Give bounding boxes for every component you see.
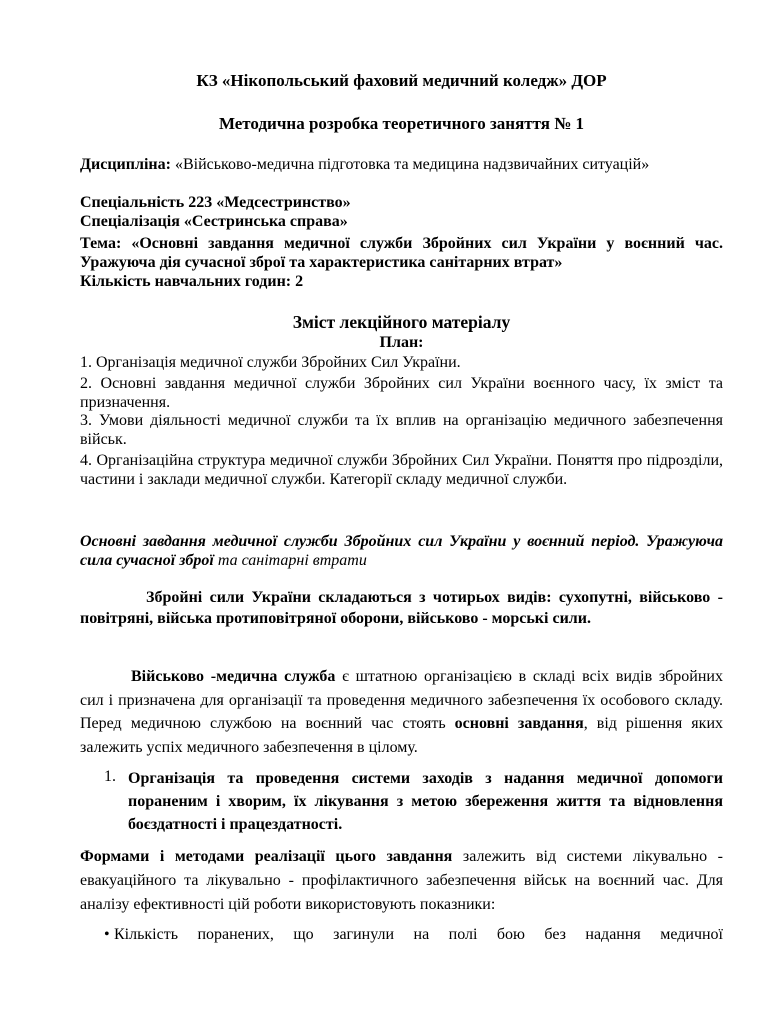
medical-service-text-end: , від рішення яких залежить успіх медичного забезпечення в цілому. xyxy=(80,715,724,756)
armed-forces-paragraph: Збройні сили України складаються з чотирьох видів: сухопутні, військово - повітряні, війська протиповітряної оборони, військово - морські сили. xyxy=(80,589,723,627)
medical-service-term: Військово -медична служба xyxy=(131,668,336,685)
discipline-label: Дисципліна: xyxy=(80,156,171,173)
specialty-line: Спеціальність 223 «Медсестринство» xyxy=(80,194,351,211)
plan-item: 2. Основні завдання медичної служби Збройних сил України воєнного часу, їх зміст та призначення. xyxy=(80,375,723,411)
subsection-title-bold: Основні завдання медичної служби Збройних сил України у воєнний період. Уражуюча сила сучасної зброї xyxy=(80,533,723,569)
plan-item: 3. Умови діяльності медичної служби та їх вплив на організацію медичного забезпечення військ. xyxy=(80,412,723,448)
document-type-title: Методична розробка теоретичного заняття № 1 xyxy=(218,114,585,133)
topic-line: Тема: «Основні завдання медичної служби Збройних сил України у воєнний час. Уражуюча дія сучасної зброї та характеристика санітарних втрат» xyxy=(80,235,723,271)
bullet-icon: • xyxy=(104,926,110,943)
hours-line: Кількість навчальних годин: 2 xyxy=(80,273,304,290)
medical-service-paragraph xyxy=(80,665,723,759)
subsection-title-rest: та санітарні втрати xyxy=(213,552,367,569)
institution-title: КЗ «Нікопольський фаховий медичний коледж» ДОР xyxy=(196,71,607,90)
forms-methods-term: Формами і методами реалізації цього завдання xyxy=(80,848,453,865)
plan-heading: План: xyxy=(379,334,424,351)
task-item-text: Організація та проведення системи заходів з надання медичної допомоги пораненим і хворим, їх лікування з метою збереження життя та відновлення боєздатності і працездатності. xyxy=(128,770,723,833)
task-number: 1. xyxy=(104,768,116,785)
plan-item: 1. Організація медичної служби Збройних Сил України. xyxy=(80,354,461,371)
indicator-text: Кількість поранених, що загинули на полі бою без надання медичної xyxy=(114,926,723,943)
medical-service-text: є штатною організацією в складі всіх видів збройних сил і призначена для організації та проведення медичного забезпечення їх особового складу. Перед медичною службою на воєнний час стоять xyxy=(80,668,723,732)
plan-item: 4. Організаційна структура медичної служби Збройних Сил України. Поняття про підрозділи, частини і заклади медичної служби. Категорії складу медичної служби. xyxy=(80,452,723,488)
forms-methods-paragraph xyxy=(80,845,723,917)
specialization-line: Спеціалізація «Сестринська справа» xyxy=(80,213,348,230)
section-title: Зміст лекційного матеріалу xyxy=(292,312,511,332)
main-tasks-term: основні завдання xyxy=(454,715,584,732)
forms-methods-text: залежить від системи лікувально - евакуаційного та лікувально - профілактичного забезпечення військ на воєнний час. Для аналізу ефективності цій роботи використовують показники: xyxy=(80,848,723,913)
discipline-value: «Військово-медична підготовка та медицина надзвичайних ситуацій» xyxy=(170,156,650,173)
discipline-line xyxy=(80,155,680,174)
subsection-title xyxy=(80,532,723,570)
